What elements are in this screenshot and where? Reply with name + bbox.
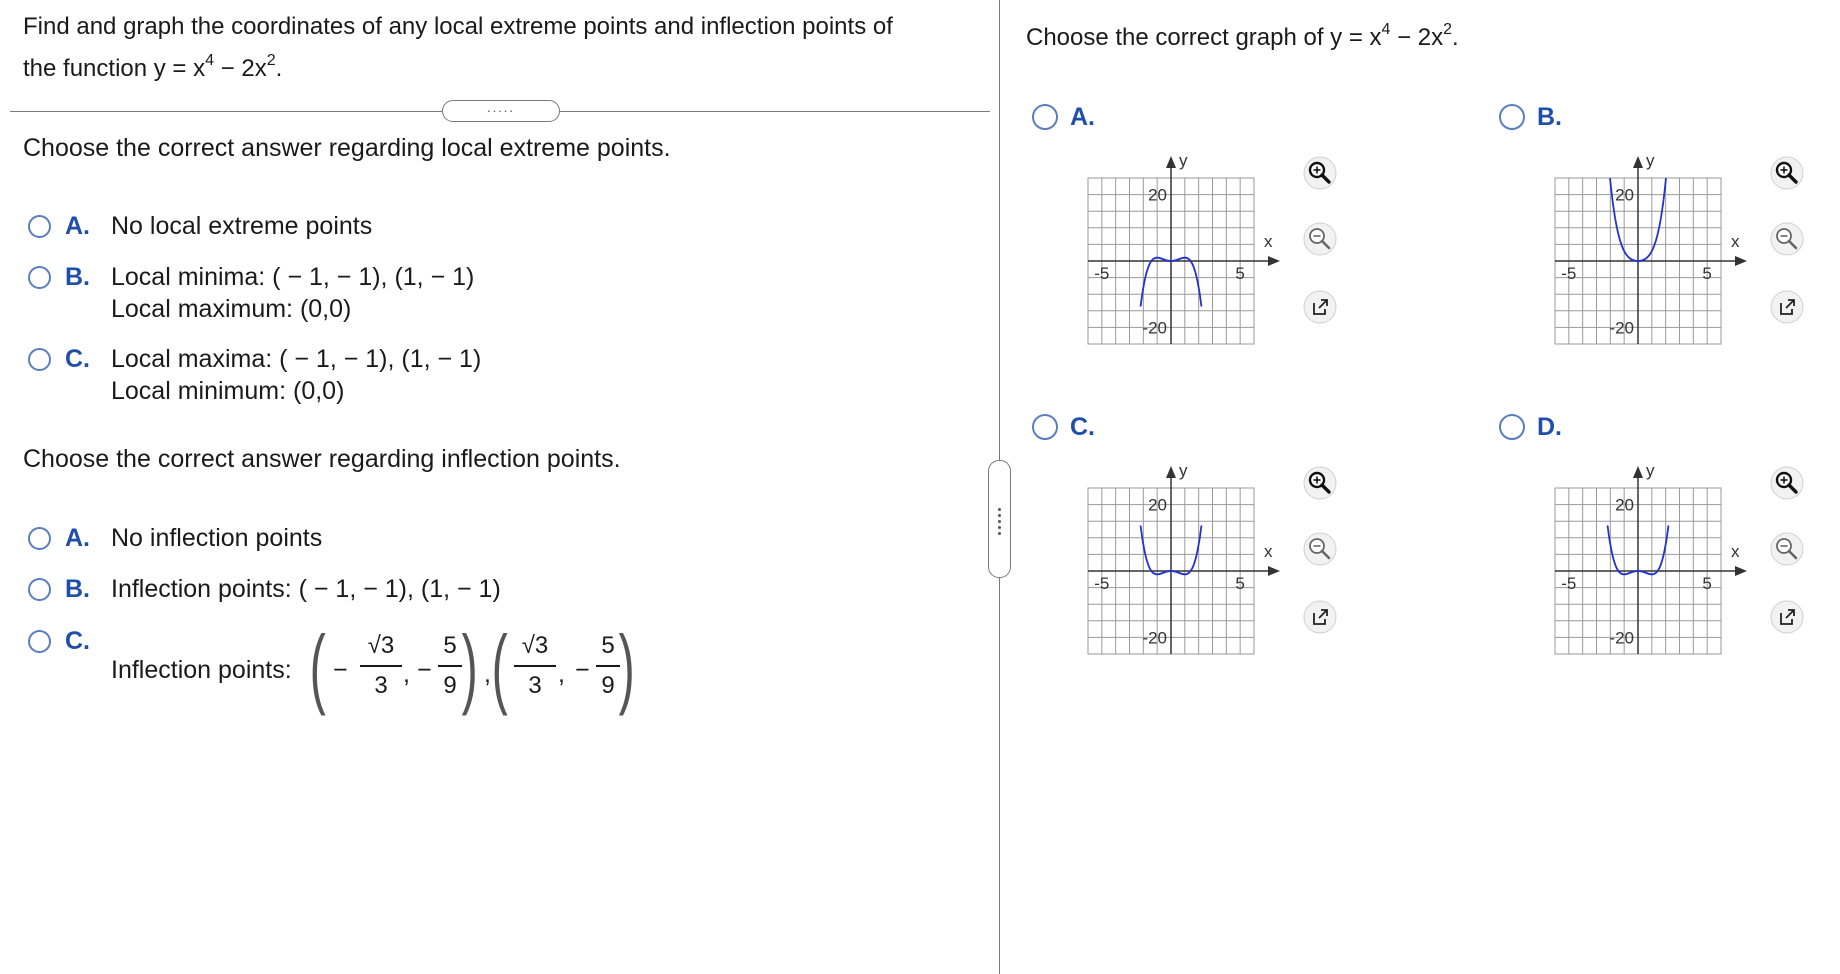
left-paren: ( — [309, 617, 326, 716]
y-axis-arrow — [1633, 466, 1643, 478]
graph-b-open-graph-icon[interactable] — [1770, 290, 1804, 324]
y-tick-top: 20 — [1615, 185, 1634, 205]
extreme-option-c-letter: C. — [65, 345, 90, 373]
fraction-bar — [438, 665, 462, 667]
inflection-option-c-radio[interactable] — [28, 630, 51, 653]
graph-option-a-radio[interactable] — [1032, 104, 1058, 130]
numerator-5: 5 — [443, 632, 457, 659]
inflection-option-a-text: No inflection points — [111, 524, 323, 552]
x-axis-arrow — [1735, 256, 1747, 266]
graph-b-zoom-out-icon[interactable] — [1770, 222, 1804, 256]
right-paren: ) — [461, 617, 478, 716]
extreme-option-a-letter: A. — [65, 212, 90, 240]
graph-d-open-graph-icon[interactable] — [1770, 600, 1804, 634]
zoom-in-icon[interactable] — [1770, 156, 1804, 190]
graph-b-zoom-in-icon[interactable] — [1770, 156, 1804, 190]
y-tick-bottom: -20 — [1142, 318, 1167, 338]
extreme-option-a-text: No local extreme points — [111, 212, 373, 240]
graph-option-b-letter: B. — [1537, 103, 1562, 131]
expand-handle[interactable]: ..... — [442, 100, 560, 122]
sqrt3-over-3-fraction — [514, 632, 556, 702]
graph-c-open-graph-icon[interactable] — [1303, 600, 1337, 634]
extreme-option-c-radio[interactable] — [28, 348, 51, 371]
extreme-prompt: Choose the correct answer regarding local extreme points. — [23, 134, 671, 162]
inflection-prompt: Choose the correct answer regarding inflection points. — [23, 445, 621, 473]
right-paren: ) — [618, 617, 635, 716]
5-over-9-fraction — [438, 632, 462, 702]
zoom-out-icon[interactable] — [1303, 532, 1337, 566]
open-graph-icon[interactable] — [1770, 290, 1804, 324]
graph-d-zoom-out-icon[interactable] — [1770, 532, 1804, 566]
minus-sign: − — [333, 656, 348, 684]
fraction-bar — [514, 665, 556, 667]
x-tick-left: -5 — [1561, 574, 1577, 593]
graph-option-a-letter: A. — [1070, 103, 1095, 131]
comma: , — [558, 660, 565, 688]
graph-option-c-letter: C. — [1070, 413, 1095, 441]
y-axis-label: y — [1179, 151, 1188, 170]
x-tick-right: 5 — [1235, 264, 1245, 283]
denominator-3: 3 — [528, 672, 542, 699]
graph-c — [1048, 453, 1278, 653]
x-axis-label: x — [1264, 542, 1273, 561]
x-tick-right: 5 — [1702, 574, 1712, 593]
extreme-option-b-line2: Local maximum: (0,0) — [111, 295, 352, 323]
comma: , — [403, 660, 410, 688]
question-line-1: Find and graph the coordinates of any local extreme points and inflection points of — [23, 13, 893, 40]
zoom-out-icon[interactable] — [1770, 532, 1804, 566]
minus-sign: − — [417, 656, 432, 684]
y-tick-top: 20 — [1148, 185, 1167, 205]
graph-option-b-radio[interactable] — [1499, 104, 1525, 130]
graph-b — [1515, 143, 1745, 343]
x-tick-right: 5 — [1235, 574, 1245, 593]
extreme-option-a-radio[interactable] — [28, 215, 51, 238]
y-axis-arrow — [1166, 466, 1176, 478]
y-tick-bottom: -20 — [1609, 628, 1634, 648]
graph-option-d-radio[interactable] — [1499, 414, 1525, 440]
y-tick-bottom: -20 — [1609, 318, 1634, 338]
question-text — [23, 6, 893, 90]
left-paren: ( — [491, 617, 508, 716]
zoom-in-icon[interactable] — [1303, 156, 1337, 190]
extreme-option-b-letter: B. — [65, 263, 90, 291]
y-tick-top: 20 — [1148, 495, 1167, 515]
extreme-option-c-line2: Local minimum: (0,0) — [111, 377, 345, 405]
x-axis-label: x — [1264, 232, 1273, 251]
y-axis-label: y — [1646, 151, 1655, 170]
y-axis-arrow — [1633, 156, 1643, 168]
y-tick-top: 20 — [1615, 495, 1634, 515]
x-axis-arrow — [1268, 256, 1280, 266]
graph-a-open-graph-icon[interactable] — [1303, 290, 1337, 324]
x-tick-left: -5 — [1094, 574, 1110, 593]
open-graph-icon[interactable] — [1303, 290, 1337, 324]
inflection-option-a-letter: A. — [65, 524, 90, 552]
sqrt3-over-3-fraction — [360, 632, 402, 702]
resize-handle[interactable] — [988, 460, 1011, 578]
inflection-option-b-text: Inflection points: ( − 1, − 1), (1, − 1) — [111, 575, 501, 603]
zoom-out-icon[interactable] — [1770, 222, 1804, 256]
sqrt3-numerator: √3 — [521, 632, 549, 659]
x-axis-arrow — [1735, 566, 1747, 576]
sqrt3-numerator: √3 — [367, 632, 395, 659]
denominator-3: 3 — [374, 672, 388, 699]
y-axis-arrow — [1166, 156, 1176, 168]
open-graph-icon[interactable] — [1770, 600, 1804, 634]
zoom-in-icon[interactable] — [1303, 466, 1337, 500]
fraction-bar — [596, 665, 620, 667]
extreme-option-c-line1: Local maxima: ( − 1, − 1), (1, − 1) — [111, 345, 482, 373]
denominator-9: 9 — [443, 672, 457, 699]
minus-sign: − — [575, 656, 590, 684]
extreme-option-b-radio[interactable] — [28, 266, 51, 289]
y-tick-bottom: -20 — [1142, 628, 1167, 648]
inflection-option-b-radio[interactable] — [28, 578, 51, 601]
extreme-option-b-line1: Local minima: ( − 1, − 1), (1, − 1) — [111, 263, 475, 291]
graph-d-zoom-in-icon[interactable] — [1770, 466, 1804, 500]
inflection-option-c-letter: C. — [65, 627, 90, 655]
x-axis-label: x — [1731, 542, 1740, 561]
open-graph-icon[interactable] — [1303, 600, 1337, 634]
graph-option-d-letter: D. — [1537, 413, 1562, 441]
zoom-in-icon[interactable] — [1770, 466, 1804, 500]
x-tick-left: -5 — [1561, 264, 1577, 283]
fraction-bar — [360, 665, 402, 667]
graph-a-zoom-in-icon[interactable] — [1303, 156, 1337, 190]
x-tick-left: -5 — [1094, 264, 1110, 283]
graph-d — [1515, 453, 1745, 653]
graph-a-zoom-out-icon[interactable] — [1303, 222, 1337, 256]
comma-separator: , — [484, 660, 491, 688]
y-axis-label: y — [1646, 461, 1655, 480]
5-over-9-fraction — [596, 632, 620, 702]
graph-a — [1048, 143, 1278, 343]
numerator-5: 5 — [601, 632, 615, 659]
x-axis-label: x — [1731, 232, 1740, 251]
y-axis-label: y — [1179, 461, 1188, 480]
x-axis-arrow — [1268, 566, 1280, 576]
question-line-2: the function $y = x^4 - 2x^2$. — [23, 52, 283, 82]
zoom-out-icon[interactable] — [1303, 222, 1337, 256]
graph-c-zoom-out-icon[interactable] — [1303, 532, 1337, 566]
inflection-option-c-label: Inflection points: — [111, 656, 292, 684]
x-tick-right: 5 — [1702, 264, 1712, 283]
denominator-9: 9 — [601, 672, 615, 699]
inflection-option-a-radio[interactable] — [28, 527, 51, 550]
graph-prompt: Choose the correct graph of $y = x^4 - 2x^2$. — [1026, 21, 1459, 51]
graph-option-c-radio[interactable] — [1032, 414, 1058, 440]
graph-c-zoom-in-icon[interactable] — [1303, 466, 1337, 500]
inflection-option-b-letter: B. — [65, 575, 90, 603]
